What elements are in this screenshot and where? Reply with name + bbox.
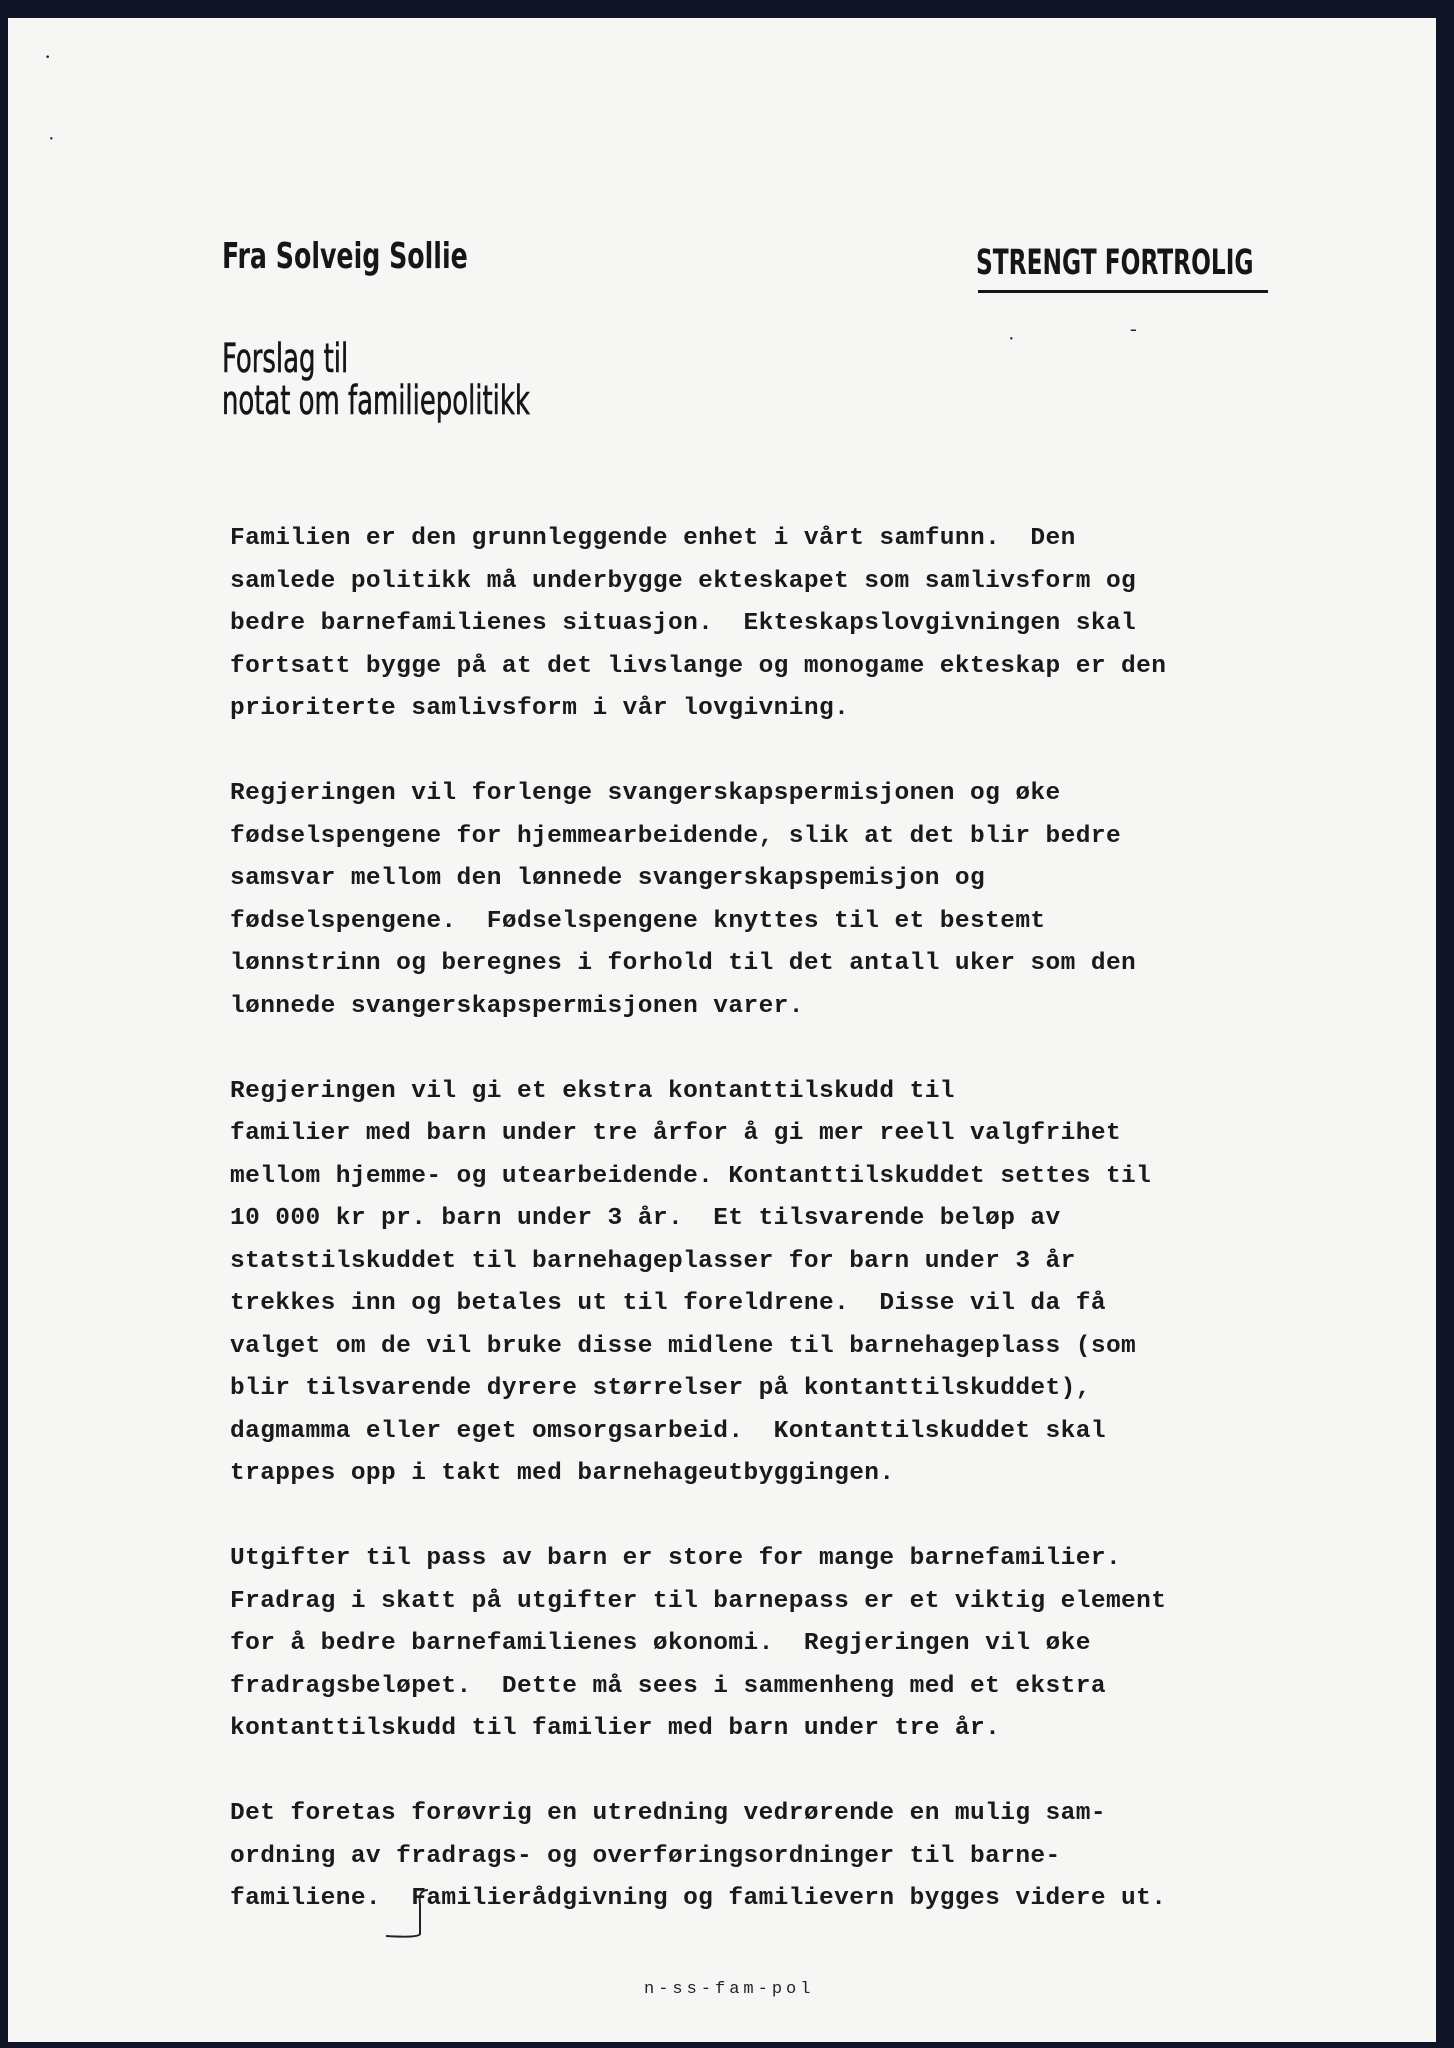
scan-speck: ·: [44, 44, 52, 69]
title-line-1: Forslag til: [222, 336, 349, 382]
sender-heading: Fra Solveig Sollie: [222, 236, 468, 277]
document-body: [230, 518, 1310, 1963]
classification-heading: STRENGT FORTROLIG: [976, 243, 1254, 283]
paragraph: Regjeringen vil forlenge svangerskapspermisjonen og øke fødselspengene for hjemmearbeidende, slik at det blir bedre samsvar mellom den lønnede svangerskapspemisjon og fødselspengene. Fødselspengene knyttes til et bestemt lønnstrinn og beregnes i forhold til det antall uker som den lønnede svangerskapspermisjonen varer.: [230, 780, 1137, 1020]
scan-speck: ·: [1008, 328, 1015, 350]
scan-speck: -: [1130, 318, 1137, 340]
handwritten-bracket-mark: [378, 1884, 438, 1940]
scan-speck: ·: [48, 128, 55, 150]
document-title: [222, 338, 530, 422]
document-page: [8, 18, 1436, 2042]
paragraph: Utgifter til pass av barn er store for mange barnefamilier. Fradrag i skatt på utgifter til barnepass er et viktig element for å bedre barnefamilienes økonomi. Regjeringen vil øke fradragsbeløpet. Dette må sees i sammenheng med et ekstra kontanttilskudd til familier med barn under tre år.: [230, 1545, 1167, 1742]
paragraph: Regjeringen vil gi et ekstra kontanttilskudd til familier med barn under tre årfor å gi mer reell valgfrihet mellom hjemme- og utearbeidende. Kontanttilskuddet settes til 10 000 kr pr. barn under 3 år. Et tilsvarende beløp av statstilskuddet til barnehageplasser for barn under 3 år trekkes inn og betales ut til foreldrene. Disse vil da få valget om de vil bruke disse midlene til barnehageplass (som blir tilsvarende dyrere størrelser på kontanttilskuddet), dagmamma eller eget omsorgsarbeid. Kontanttilskuddet skal trappes opp i takt med barnehageutbyggingen.: [230, 1077, 1152, 1487]
title-line-2: notat om familiepolitikk: [222, 378, 530, 424]
paragraph: Familien er den grunnleggende enhet i vårt samfunn. Den samlede politikk må underbygge ekteskapet som samlivsform og bedre barnefamilienes situasjon. Ekteskapslovgivningen skal fortsatt bygge på at det livslange og monogame ekteskap er den prioriterte samlivsform i vår lovgivning.: [230, 525, 1167, 722]
file-reference: n-ss-fam-pol: [644, 1980, 815, 1999]
classification-underline: [978, 290, 1268, 293]
paragraph: Det foretas forøvrig en utredning vedrørende en mulig sam- ordning av fradrags- og overføringsordninger til barne- familiene. Familierådgivning og familievern bygges videre ut.: [230, 1800, 1167, 1912]
